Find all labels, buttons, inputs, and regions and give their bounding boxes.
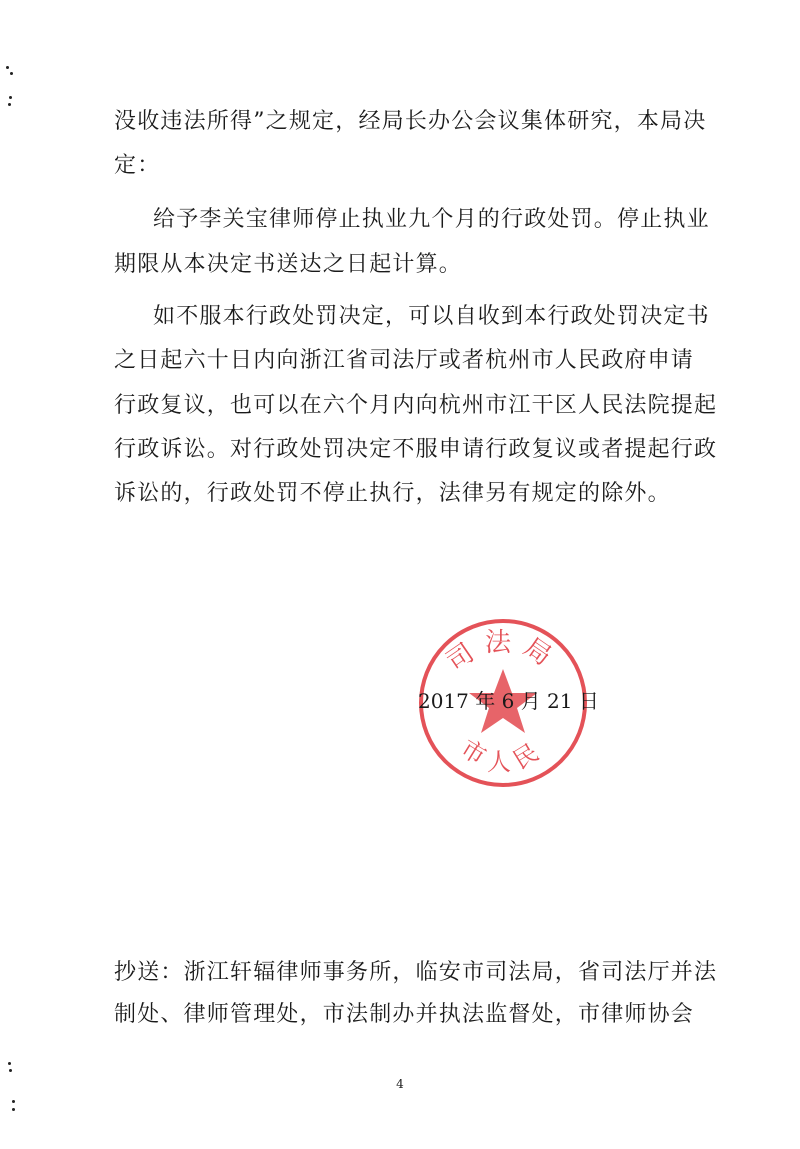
scan-speck [10, 72, 13, 75]
body-text-line: 之日起六十日内向浙江省司法厅或者杭州市人民政府申请 [114, 348, 695, 373]
document-date: 2017 年 6 月 21 日 [418, 689, 599, 713]
scan-speck [9, 96, 12, 99]
scan-speck [12, 1108, 15, 1111]
cc-line: 制处、律师管理处，市法制办并执法监督处，市律师协会 [114, 1002, 695, 1027]
cc-line: 抄送：浙江轩辐律师事务所，临安市司法局，省司法厅并法 [114, 960, 718, 985]
scan-speck [6, 66, 9, 69]
body-text-line: 没收违法所得”之规定，经局长办公会议集体研究，本局决 [114, 109, 707, 134]
page-number: 4 [396, 1077, 404, 1091]
body-text-line: 期限从本决定书送达之日起计算。 [114, 252, 463, 277]
body-text-line: 行政复议，也可以在六个月内向杭州市江干区人民法院提起 [114, 393, 718, 418]
scan-speck [8, 103, 11, 106]
seal-text-top: 司法局 [441, 628, 565, 678]
body-text-line: 诉讼的，行政处罚不停止执行，法律另有规定的除外。 [114, 481, 671, 506]
body-text-line: 行政诉讼。对行政处罚决定不服申请行政复议或者提起行政 [114, 437, 718, 462]
body-text-line: 定： [114, 153, 161, 178]
body-text-line: 给予李关宝律师停止执业九个月的行政处罚。停止执业 [153, 207, 710, 232]
scan-speck [9, 1069, 12, 1072]
scan-speck [8, 1062, 11, 1065]
scan-speck [12, 1100, 15, 1103]
seal-text-bottom: 市人民 [455, 734, 551, 776]
body-text-line: 如不服本行政处罚决定，可以自收到本行政处罚决定书 [153, 304, 710, 329]
